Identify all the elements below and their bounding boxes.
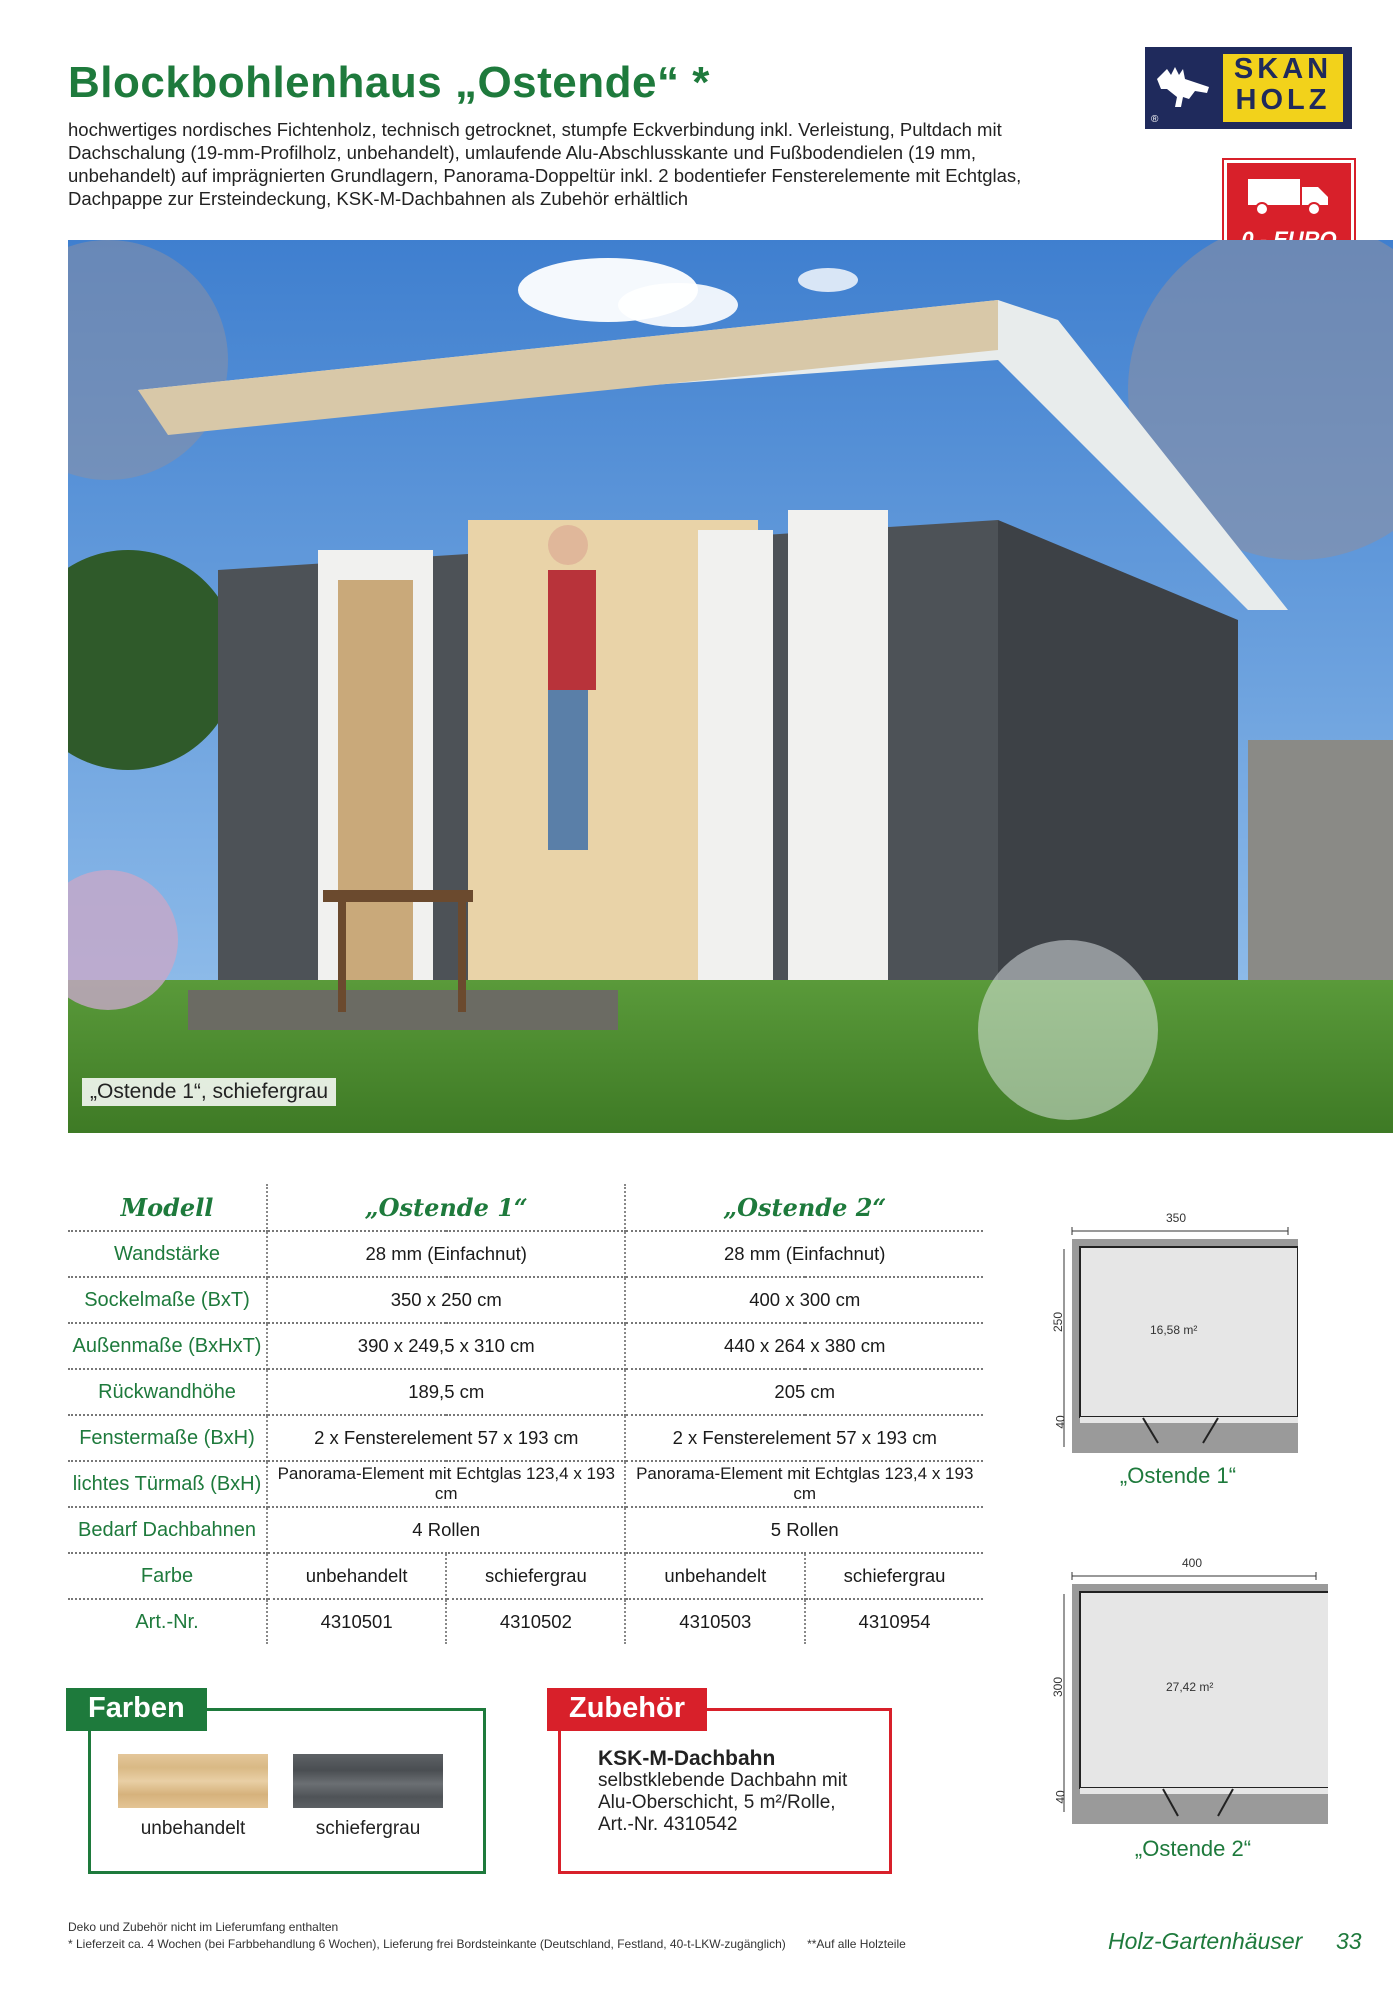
cell: unbehandelt: [267, 1553, 446, 1599]
cell: 4310502: [446, 1599, 625, 1644]
product-photo: [68, 240, 1393, 1133]
floorplan-ostende2: [1051, 1550, 1328, 1870]
floorplan2-drawing: [1058, 1570, 1328, 1830]
cell: 440 x 264 x 380 cm: [625, 1323, 983, 1369]
plan-width: 400: [1182, 1556, 1203, 1570]
cell: 4310501: [267, 1599, 446, 1644]
cell: 28 mm (Einfachnut): [267, 1231, 625, 1277]
spec-table: [68, 1184, 983, 1644]
logo-line2: HOLZ: [1235, 84, 1331, 116]
cell: 2 x Fensterelement 57 x 193 cm: [625, 1415, 983, 1461]
plan-depth: 250: [1051, 1311, 1066, 1333]
table-row: [68, 1323, 983, 1369]
swatch-label: unbehandelt: [140, 1818, 246, 1839]
row-label: lichtes Türmaß (BxH): [68, 1461, 267, 1507]
zubehoer-text: [598, 1748, 878, 1836]
footnote-delivery: [68, 1937, 906, 1951]
row-label: Farbe: [68, 1553, 267, 1599]
table-row: [68, 1599, 983, 1644]
accessory-name: KSK-M-Dachbahn: [598, 1747, 776, 1770]
cell: 5 Rollen: [625, 1507, 983, 1553]
row-label: Rückwandhöhe: [68, 1369, 267, 1415]
header-model: Modell: [68, 1184, 267, 1231]
plan-front: 40: [1053, 1415, 1068, 1429]
logo-lettering: [1221, 52, 1345, 124]
cell: 189,5 cm: [267, 1369, 625, 1415]
cell: 205 cm: [625, 1369, 983, 1415]
cell: schiefergrau: [446, 1553, 625, 1599]
row-label: Art.-Nr.: [68, 1599, 267, 1644]
section-name: Holz-Gartenhäuser: [1108, 1928, 1303, 1954]
cell: 4310503: [625, 1599, 805, 1644]
plan-depth: 300: [1051, 1676, 1066, 1698]
page-title: Blockbohlenhaus „Ostende“ *: [68, 58, 710, 107]
cell: unbehandelt: [625, 1553, 805, 1599]
table-row: [68, 1553, 983, 1599]
product-description: hochwertiges nordisches Fichtenholz, technisch getrocknet, stumpfe Eckverbindung inkl. Verleistung, Pultdach mit Dachschalung (19-mm-Profilholz, unbehandelt), umlaufende Alu-Abschlusskante und Fußbodendielen (19 mm, unbehandelt) auf imprägnierten Grundlagern, Panorama-Doppeltür inkl. 2 bodentiefer Fensterelemente mit Echtglas, Dachpappe zur Ersteindeckung, KSK-M-Dachbahnen als Zubehör erhältlich: [68, 119, 1022, 209]
floorplan-ostende1: [1051, 1205, 1298, 1488]
cell: schiefergrau: [805, 1553, 983, 1599]
cell: 400 x 300 cm: [625, 1277, 983, 1323]
cell: 390 x 249,5 x 310 cm: [267, 1323, 625, 1369]
table-row: [68, 1461, 983, 1507]
cell: 4310954: [858, 1611, 931, 1632]
header-ostende2: „Ostende 2“: [625, 1184, 983, 1231]
accessory-line: selbstklebende Dachbahn mit: [598, 1770, 848, 1791]
row-label: Wandstärke: [68, 1231, 267, 1277]
plan-label: „Ostende 1“: [1119, 1463, 1237, 1488]
plan-width: 350: [1166, 1211, 1187, 1225]
footnote-delivery-text: * Lieferzeit ca. 4 Wochen (bei Farbbehandlung 6 Wochen), Lieferung frei Bordsteinkante (Deutschland, Festland, 40-t-LKW-zugänglich): [68, 1937, 786, 1951]
footnote-deco: Deko und Zubehör nicht im Lieferumfang enthalten: [68, 1920, 339, 1934]
cell: 28 mm (Einfachnut): [625, 1231, 983, 1277]
truck-icon: [1244, 173, 1334, 219]
table-row: [68, 1415, 983, 1461]
logo-line1: SKAN: [1233, 53, 1333, 85]
footnote-warranty: **Auf alle Holzteile: [807, 1937, 906, 1951]
table-row: [68, 1277, 983, 1323]
swatch-label: schiefergrau: [315, 1818, 421, 1839]
row-label: Bedarf Dachbahnen: [68, 1507, 267, 1553]
photo-caption: „Ostende 1“, schiefergrau: [82, 1078, 336, 1106]
plan-front: 40: [1053, 1790, 1068, 1804]
swatch-schiefergrau: [293, 1754, 443, 1808]
plan-label: „Ostende 2“: [1134, 1836, 1252, 1861]
header-ostende1: „Ostende 1“: [267, 1184, 625, 1231]
skanholz-logo: [1145, 47, 1352, 129]
accessory-line: Art.-Nr. 4310542: [598, 1814, 738, 1835]
floorplan1-drawing: [1058, 1225, 1298, 1465]
plan-area: 16,58 m²: [1150, 1323, 1198, 1337]
cell: Panorama-Element mit Echtglas 123,4 x 193 cm: [267, 1461, 625, 1507]
table-row: [68, 1369, 983, 1415]
cell: Panorama-Element mit Echtglas 123,4 x 193 cm: [625, 1461, 983, 1507]
moose-icon: [1153, 59, 1213, 119]
plan-area: 27,42 m²: [1166, 1680, 1214, 1694]
garden-house-illustration: [68, 240, 1393, 1133]
swatch-unbehandelt: [118, 1754, 268, 1808]
table-row: [68, 1507, 983, 1553]
cell: 350 x 250 cm: [267, 1277, 625, 1323]
table-row: [68, 1231, 983, 1277]
row-label: Fenstermaße (BxH): [68, 1415, 267, 1461]
accessory-line: Alu-Oberschicht, 5 m²/Rolle,: [598, 1792, 836, 1813]
row-label: Außenmaße (BxHxT): [68, 1323, 267, 1369]
cell: 4 Rollen: [267, 1507, 625, 1553]
farben-title: Farben: [66, 1688, 207, 1731]
zubehoer-title: Zubehör: [547, 1688, 707, 1731]
table-header-row: [68, 1184, 983, 1231]
registered-mark: ®: [1151, 114, 1159, 125]
row-label: Sockelmaße (BxT): [68, 1277, 267, 1323]
cell: 2 x Fensterelement 57 x 193 cm: [267, 1415, 625, 1461]
page-number: 33: [1336, 1928, 1362, 1954]
